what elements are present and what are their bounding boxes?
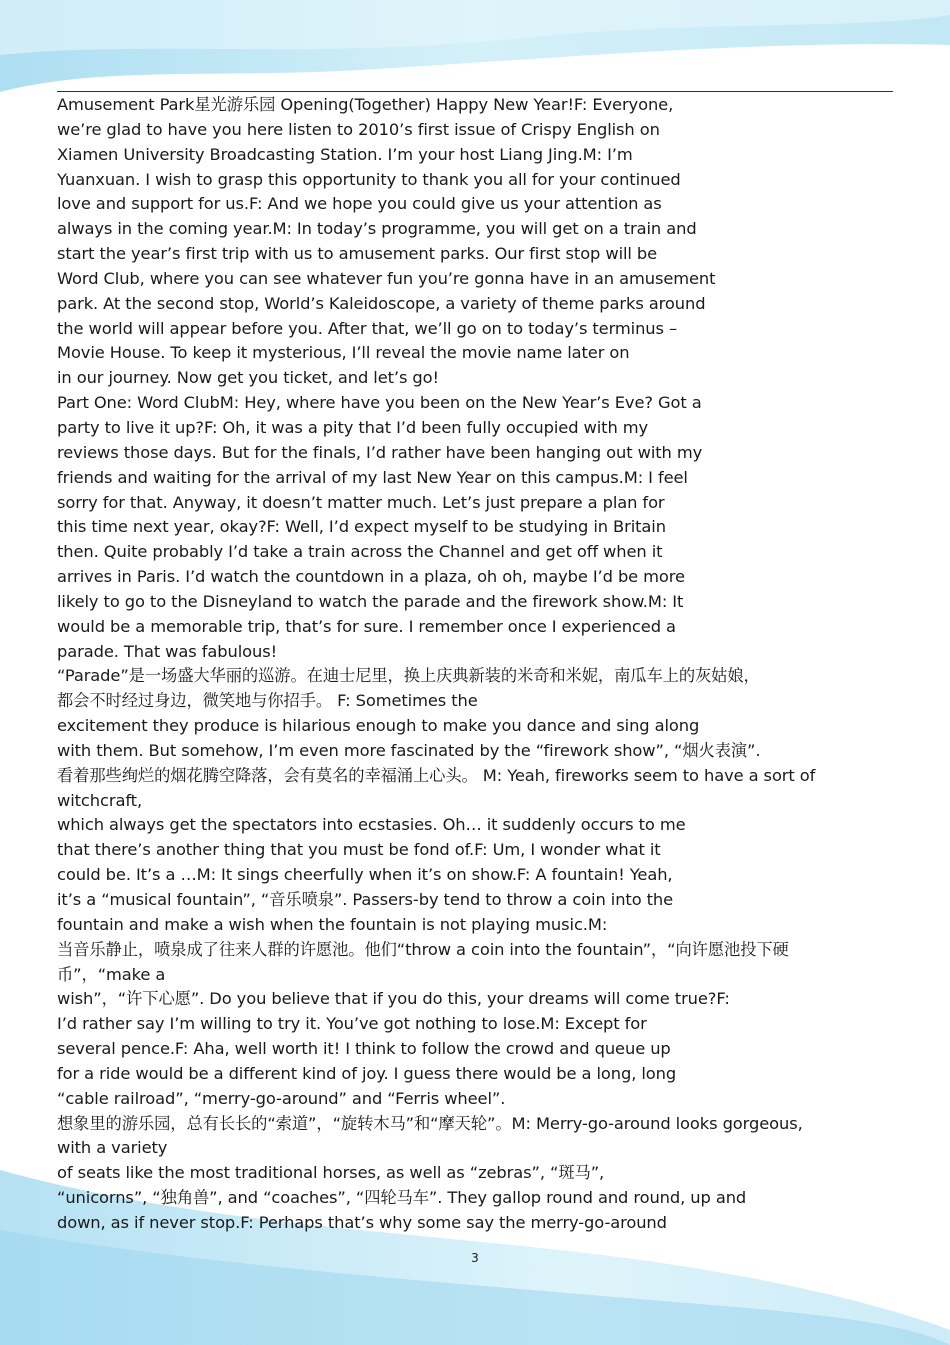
text-line: in our journey. Now get you ticket, and let’s go! (57, 368, 439, 388)
text-line: of seats like the most traditional horses, as well as “zebras”, “斑马”, (57, 1163, 605, 1183)
text-line: friends and waiting for the arrival of my last New Year on this campus.M: I feel (57, 467, 688, 487)
text-line: Word Club, where you can see whatever fun you’re gonna have in an amusement (57, 268, 716, 288)
text-line: down, as if never stop.F: Perhaps that’s why some say the merry-go-around (57, 1212, 667, 1232)
text-line: I’d rather say I’m willing to try it. You’ve got nothing to lose.M: Except for (57, 1014, 647, 1034)
text-line: with them. But somehow, I’m even more fascinated by the “firework show”, “烟火表演”. (57, 740, 761, 760)
text-line: wish”，“许下心愿”. Do you believe that if you do this, your dreams will come true?F: (57, 989, 730, 1009)
text-line: 都会不时经过身边，微笑地与你招手。 F: Sometimes the (57, 691, 478, 711)
text-line: party to live it up?F: Oh, it was a pity that I’d been fully occupied with my (57, 417, 649, 437)
text-line: Xiamen University Broadcasting Station. I’m your host Liang Jing.M: I’m (57, 144, 633, 164)
text-line: “cable railroad”, “merry-go-around” and “Ferris wheel”. (57, 1088, 506, 1108)
text-line: several pence.F: Aha, well worth it! I think to follow the crowd and queue up (57, 1039, 671, 1059)
text-line: could be. It’s a …M: It sings cheerfully when it’s on show.F: A fountain! Yeah, (57, 865, 673, 885)
text-line: for a ride would be a different kind of joy. I guess there would be a long, long (57, 1063, 677, 1083)
text-line: sorry for that. Anyway, it doesn’t matter much. Let’s just prepare a plan for (57, 492, 665, 512)
text-line: always in the coming year.M: In today’s programme, you will get on a train and (57, 219, 697, 239)
document-body (57, 93, 897, 1236)
text-line: that there’s another thing that you must be fond of.F: Um, I wonder what it (57, 840, 661, 860)
header-rule (57, 91, 893, 92)
text-line: Yuanxuan. I wish to grasp this opportunity to thank you all for your continued (57, 169, 681, 189)
text-line: likely to go to the Disneyland to watch the parade and the firework show.M: It (57, 591, 684, 611)
text-line: witchcraft, (57, 790, 143, 810)
text-line: then. Quite probably I’d take a train across the Channel and get off when it (57, 542, 663, 562)
text-line: Movie House. To keep it mysterious, I’ll reveal the movie name later on (57, 343, 630, 363)
text-line: park. At the second stop, World’s Kaleidoscope, a variety of theme parks around (57, 293, 706, 313)
text-line: fountain and make a wish when the fountain is not playing music.M: (57, 914, 608, 934)
text-line: we’re glad to have you here listen to 2010’s first issue of Crispy English on (57, 119, 660, 139)
text-line: 币”，“make a (57, 964, 166, 984)
text-line: “Parade”是一场盛大华丽的巡游。在迪士尼里，换上庆典新装的米奇和米妮，南瓜车上的灰姑娘， (57, 666, 760, 686)
text-line: arrives in Paris. I’d watch the countdown in a plaza, oh oh, maybe I’d be more (57, 567, 685, 587)
text-line: 当音乐静止，喷泉成了往来人群的许愿池。他们“throw a coin into the fountain”，“向许愿池投下硬 (57, 939, 789, 959)
text-line: it’s a “musical fountain”, “音乐喷泉”. Passers-by tend to throw a coin into the (57, 890, 674, 909)
text-line: start the year’s first trip with us to amusement parks. Our first stop will be (57, 244, 658, 264)
text-line: the world will appear before you. After that, we’ll go on to today’s terminus – (57, 318, 678, 338)
text-line: this time next year, okay?F: Well, I’d expect myself to be studying in Britain (57, 517, 666, 537)
text-line: Amusement Park星光游乐园 Opening(Together) Happy New Year!F: Everyone, (57, 95, 674, 114)
text-line: love and support for us.F: And we hope you could give us your attention as (57, 194, 662, 214)
text-line: with a variety (57, 1138, 168, 1158)
text-line: parade. That was fabulous! (57, 641, 278, 661)
text-line: excitement they produce is hilarious enough to make you dance and sing along (57, 716, 700, 736)
text-line: reviews those days. But for the finals, I’d rather have been hanging out with my (57, 442, 703, 462)
text-line: Part One: Word ClubM: Hey, where have you been on the New Year’s Eve? Got a (57, 393, 702, 413)
text-line: “unicorns”, “独角兽”, and “coaches”, “四轮马车”. They gallop round and round, up and (57, 1188, 747, 1208)
text-line: which always get the spectators into ecstasies. Oh… it suddenly occurs to me (57, 815, 686, 835)
page-number: 3 (471, 1251, 479, 1265)
text-line: 看着那些绚烂的烟花腾空降落，会有莫名的幸福涌上心头。 M: Yeah, fireworks seem to have a sort of (57, 765, 816, 785)
text-line: would be a memorable trip, that’s for sure. I remember once I experienced a (57, 616, 676, 636)
text-line: 想象里的游乐园，总有长长的“索道”，“旋转木马”和“摩天轮”。M: Merry-go-around looks gorgeous, (57, 1113, 803, 1133)
